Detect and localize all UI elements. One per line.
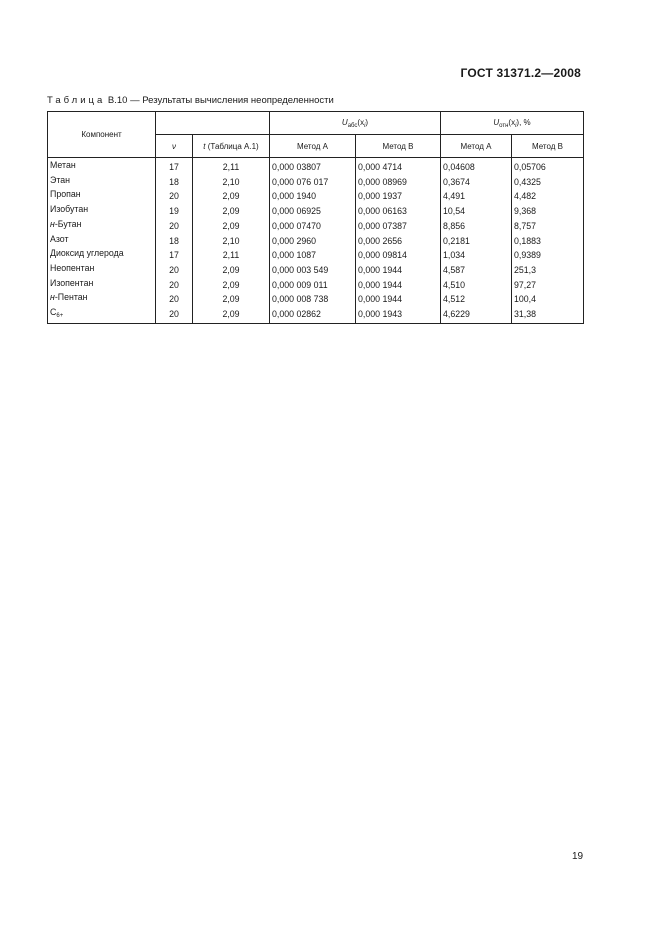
cell-rel-a: 4,587 [441,263,512,278]
cell-abs-a: 0,000 02862 [270,307,356,323]
cell-t: 2,09 [193,189,270,204]
cell-rel-a: 4,491 [441,189,512,204]
cell-abs-b: 0,000 1943 [356,307,441,323]
header-abs-method-a: Метод А [270,135,356,158]
cell-nu: 20 [156,278,193,293]
cell-rel-b: 8,757 [512,219,584,234]
cell-rel-b: 0,4325 [512,175,584,190]
cell-t: 2,09 [193,292,270,307]
table-row [48,234,584,249]
cell-t: 2,09 [193,204,270,219]
cell-t: 2,09 [193,307,270,323]
cell-t: 2,10 [193,234,270,249]
cell-rel-a: 4,512 [441,292,512,307]
cell-rel-b: 0,1883 [512,234,584,249]
cell-abs-b: 0,000 2656 [356,234,441,249]
cell-rel-a: 8,856 [441,219,512,234]
cell-abs-a: 0,000 07470 [270,219,356,234]
cell-rel-a: 0,04608 [441,158,512,175]
header-blank [156,112,270,135]
cell-component: $C_{6+}$ [48,307,156,323]
cell-component: Пропан [48,189,156,204]
cell-abs-a: 0,000 03807 [270,158,356,175]
table-row [48,278,584,293]
table-caption [47,95,334,106]
cell-abs-b: 0,000 1944 [356,292,441,307]
cell-component: Этан [48,175,156,190]
cell-nu: 17 [156,158,193,175]
table-row [48,307,584,323]
cell-nu: 20 [156,292,193,307]
cell-rel-b: 4,482 [512,189,584,204]
cell-t: 2,10 [193,175,270,190]
cell-abs-b: 0,000 1937 [356,189,441,204]
cell-t: 2,09 [193,278,270,293]
cell-abs-a: 0,000 008 738 [270,292,356,307]
header-t: t (Таблица А.1) [193,135,270,158]
table-row [48,292,584,307]
caption-label: Таблица [47,95,106,106]
table-row [48,175,584,190]
cell-rel-a: 10,54 [441,204,512,219]
cell-rel-b: 100,4 [512,292,584,307]
cell-abs-b: 0,000 08969 [356,175,441,190]
caption-number: В.10 [107,95,128,106]
cell-rel-a: 0,3674 [441,175,512,190]
header-component: Компонент [48,112,156,158]
header-rel-uncertainty: $U_{отн}(x_i)$, % [441,112,584,135]
table-row [48,219,584,234]
cell-rel-b: 97,27 [512,278,584,293]
cell-t: 2,09 [193,263,270,278]
table-row [48,248,584,263]
table-row [48,158,584,175]
header-nu: ν [156,135,193,158]
cell-nu: 20 [156,263,193,278]
cell-abs-b: 0,000 1944 [356,278,441,293]
cell-t: 2,11 [193,248,270,263]
cell-nu: 20 [156,307,193,323]
table-row [48,189,584,204]
cell-t: 2,09 [193,219,270,234]
cell-rel-b: 31,38 [512,307,584,323]
cell-abs-a: 0,000 1087 [270,248,356,263]
cell-abs-a: 0,000 06925 [270,204,356,219]
caption-separator: — [130,95,140,106]
cell-component: Изобутан [48,204,156,219]
cell-component: Диоксид углерода [48,248,156,263]
cell-nu: 20 [156,219,193,234]
cell-nu: 18 [156,175,193,190]
header-rel-method-a: Метод А [441,135,512,158]
cell-component: Азот [48,234,156,249]
cell-abs-a: 0,000 009 011 [270,278,356,293]
cell-abs-a: 0,000 1940 [270,189,356,204]
cell-rel-b: 0,9389 [512,248,584,263]
cell-t: 2,11 [193,158,270,175]
cell-rel-b: 251,3 [512,263,584,278]
cell-abs-b: 0,000 09814 [356,248,441,263]
cell-component: Метан [48,158,156,175]
cell-component: Неопентан [48,263,156,278]
cell-rel-a: 0,2181 [441,234,512,249]
cell-component: н-Бутан [48,219,156,234]
cell-component: Изопентан [48,278,156,293]
header-abs-method-b: Метод В [356,135,441,158]
cell-abs-b: 0,000 1944 [356,263,441,278]
results-table [47,111,584,324]
cell-nu: 19 [156,204,193,219]
cell-rel-b: 9,368 [512,204,584,219]
cell-abs-a: 0,000 076 017 [270,175,356,190]
cell-abs-b: 0,000 07387 [356,219,441,234]
cell-abs-b: 0,000 4714 [356,158,441,175]
cell-rel-a: 1,034 [441,248,512,263]
cell-rel-a: 4,6229 [441,307,512,323]
header-rel-method-b: Метод В [512,135,584,158]
table-row [48,263,584,278]
cell-nu: 17 [156,248,193,263]
table-row [48,204,584,219]
caption-title: Результаты вычисления неопределенности [142,95,334,106]
cell-component: н-Пентан [48,292,156,307]
page-number: 19 [572,851,584,862]
cell-nu: 18 [156,234,193,249]
header-abs-uncertainty: $U_{абс}(x_i)$ [270,112,441,135]
cell-nu: 20 [156,189,193,204]
cell-rel-a: 4,510 [441,278,512,293]
cell-abs-a: 0,000 003 549 [270,263,356,278]
cell-rel-b: 0,05706 [512,158,584,175]
cell-abs-b: 0,000 06163 [356,204,441,219]
cell-abs-a: 0,000 2960 [270,234,356,249]
document-standard-number: ГОСТ 31371.2—2008 [460,66,581,80]
